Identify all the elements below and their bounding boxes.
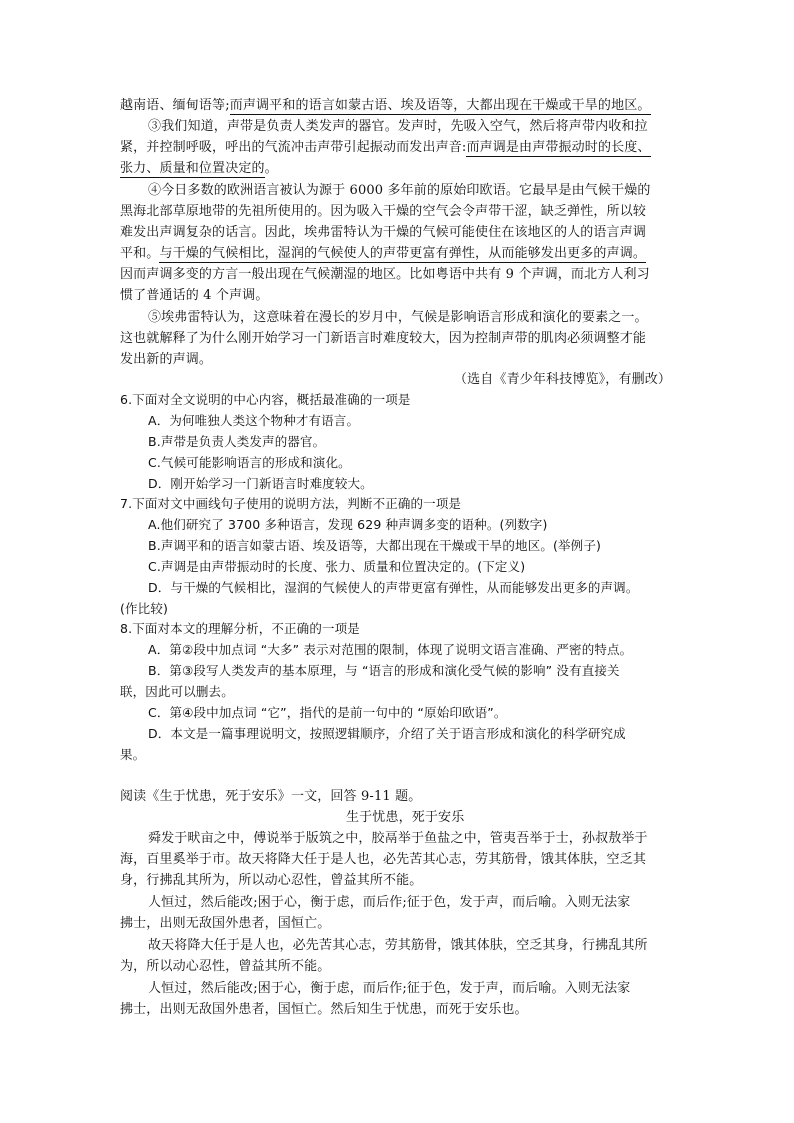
passage-p4-line4 xyxy=(120,244,646,264)
passage-p1-line xyxy=(120,96,651,116)
question-7-option-d: D．与干燥的气候相比，湿润的气候使人的声带更富有弹性，从而能够发出更多的声调。 xyxy=(148,580,639,595)
reading-para3-line1: 故天将降大任于是人也，必先苦其心志，劳其筋骨，饿其体肤，空乏其身，行拂乱其所 xyxy=(148,938,648,953)
passage-text: 。 xyxy=(264,161,278,176)
question-8-option-d-cont: 果。 xyxy=(120,747,146,762)
reading-para4-line1: 人恒过，然后能改;困于心，衡于虑，而后作;征于色，发于声，而后喻。入则无法家 xyxy=(148,981,631,996)
underlined-sentence: 而声调是由声带振动时的长度、 xyxy=(466,140,651,155)
reading-para2-line2: 拂士，出则无敌国外患者，国恒亡。 xyxy=(120,916,331,931)
question-7-option-a: A.他们研究了 3700 多种语言，发现 629 种声调多变的语种。(列数字) xyxy=(148,517,548,532)
reading-title: 生于忧患，死于安乐 xyxy=(346,810,465,825)
question-8-option-b: B．第③段写人类发声的基本原理，与 “语言的形成和演化受气候的影响” 没有直接关 xyxy=(148,663,620,678)
question-6-stem: 6.下面对全文说明的中心内容，概括最准确的一项是 xyxy=(120,392,411,407)
question-7-stem: 7.下面对文中画线句子使用的说明方法，判断不正确的一项是 xyxy=(120,496,462,511)
reading-para1-line2: 海，百里奚举于市。故天将降大任于是人也，必先苦其心志，劳其筋骨，饿其体肤，空乏其 xyxy=(120,852,647,867)
passage-p5-line3: 发出新的声调。 xyxy=(120,352,213,367)
passage-p5-line2: 这也就解释了为什么刚开始学习一门新语言时难度较大，因为控制声带的肌肉必须调整才能 xyxy=(120,331,647,346)
reading-para2-line1: 人恒过，然后能改;困于心，衡于虑，而后作;征于色，发于声，而后喻。入则无法家 xyxy=(148,895,631,910)
reading-para1-line3: 身，行拂乱其所为，所以动心忍性，曾益其所不能。 xyxy=(120,873,423,888)
question-6-option-d: D．刚开始学习一门新语言时难度较大。 xyxy=(148,476,373,491)
passage-p5-line1: ⑤埃弗雷特认为，这意味着在漫长的岁月中，气候是影响语言形成和演化的要素之一。 xyxy=(148,310,648,325)
passage-p3-line2 xyxy=(120,138,651,158)
passage-p4-line1: ④今日多数的欧洲语言被认为源于 6000 多年前的原始印欧语。它最早是由气候干燥的 xyxy=(148,183,651,198)
passage-text: 紧，并控制呼吸，呼出的气流冲击声带引起振动而发出声音: xyxy=(120,140,467,155)
passage-p3-line1: ③我们知道，声带是负责人类发声的器官。发声时，先吸入空气，然后将声带内收和拉 xyxy=(148,119,648,134)
question-8-option-b-cont: 联，因此可以删去。 xyxy=(120,684,234,699)
underlined-sentence: 张力、质量和位置决定的 xyxy=(120,161,265,176)
underlined-sentence: 与干燥的气候相比，湿润的气候使人的声带更富有弹性，从而能够发出更多的声调。 xyxy=(159,246,647,261)
question-7-option-d-cont: (作比较) xyxy=(120,601,169,616)
question-8-stem: 8.下面对本文的理解分析，不正确的一项是 xyxy=(120,621,360,636)
question-7-option-b: B.声调平和的语言如蒙古语、埃及语等，大都出现在干燥或干旱的地区。(举例子) xyxy=(148,538,602,553)
passage-source: （选自《青少年科技博览》，有删改） xyxy=(454,372,672,387)
passage-p3-line3 xyxy=(120,159,278,179)
passage-p4-line2: 黑海北部草原地带的先祖所使用的。因为吸入干燥的空气会令声带干涩，缺乏弹性，所以较 xyxy=(120,204,647,219)
passage-p4-line5: 因而声调多变的方言一般出现在气候潮湿的地区。比如粤语中共有 9 个声调，而北方人利习 xyxy=(120,267,650,282)
question-8-option-d: D．本文是一篇事理说明文，按照逻辑顺序，介绍了关于语言形成和演化的科学研究成 xyxy=(148,726,626,741)
passage-text: 平和。 xyxy=(120,246,160,261)
reading-para1-line1: 舜发于畎亩之中，傅说举于版筑之中，胶鬲举于鱼盐之中，管夷吾举于士，孙叔敖举于 xyxy=(148,831,648,846)
question-6-option-a: A．为何唯独人类这个物种才有语言。 xyxy=(148,413,360,428)
question-6-option-b: B.声带是负责人类发声的器官。 xyxy=(148,434,326,449)
reading-para4-line2: 拂士，出则无敌国外患者，国恒亡。然后知生于忧患，而死于安乐也。 xyxy=(120,1002,528,1017)
question-8-option-c: C．第④段中加点词 “它”，指代的是前一句中的 “原始印欧语”。 xyxy=(148,705,507,720)
passage-p4-line3: 难发出声调复杂的话言。因此，埃弗雷特认为干燥的气候可能使住在该地区的人的语言声调 xyxy=(120,225,647,240)
question-8-option-a: A．第②段中加点词 “大多” 表示对范围的限制，体现了说明文语言准确、严密的特点。 xyxy=(148,642,633,657)
question-6-option-c: C.气候可能影响语言的形成和演化。 xyxy=(148,455,351,470)
underlined-sentence: 而声调平和的语言如蒙古语、埃及语等，大都出现在干燥或干旱的地区。 xyxy=(229,98,651,113)
reading-para3-line2: 为，所以动心忍性，曾益其所不能。 xyxy=(120,959,331,974)
passage-text: 越南语、缅甸语等; xyxy=(120,98,230,113)
question-7-option-c: C.声调是由声带振动时的长度、张力、质量和位置决定的。(下定义) xyxy=(148,559,526,574)
reading-intro: 阅读《生于忧患，死于安乐》一文，回答 9-11 题。 xyxy=(120,789,422,804)
passage-p4-line6: 惯了普通话的 4 个声调。 xyxy=(120,288,269,303)
